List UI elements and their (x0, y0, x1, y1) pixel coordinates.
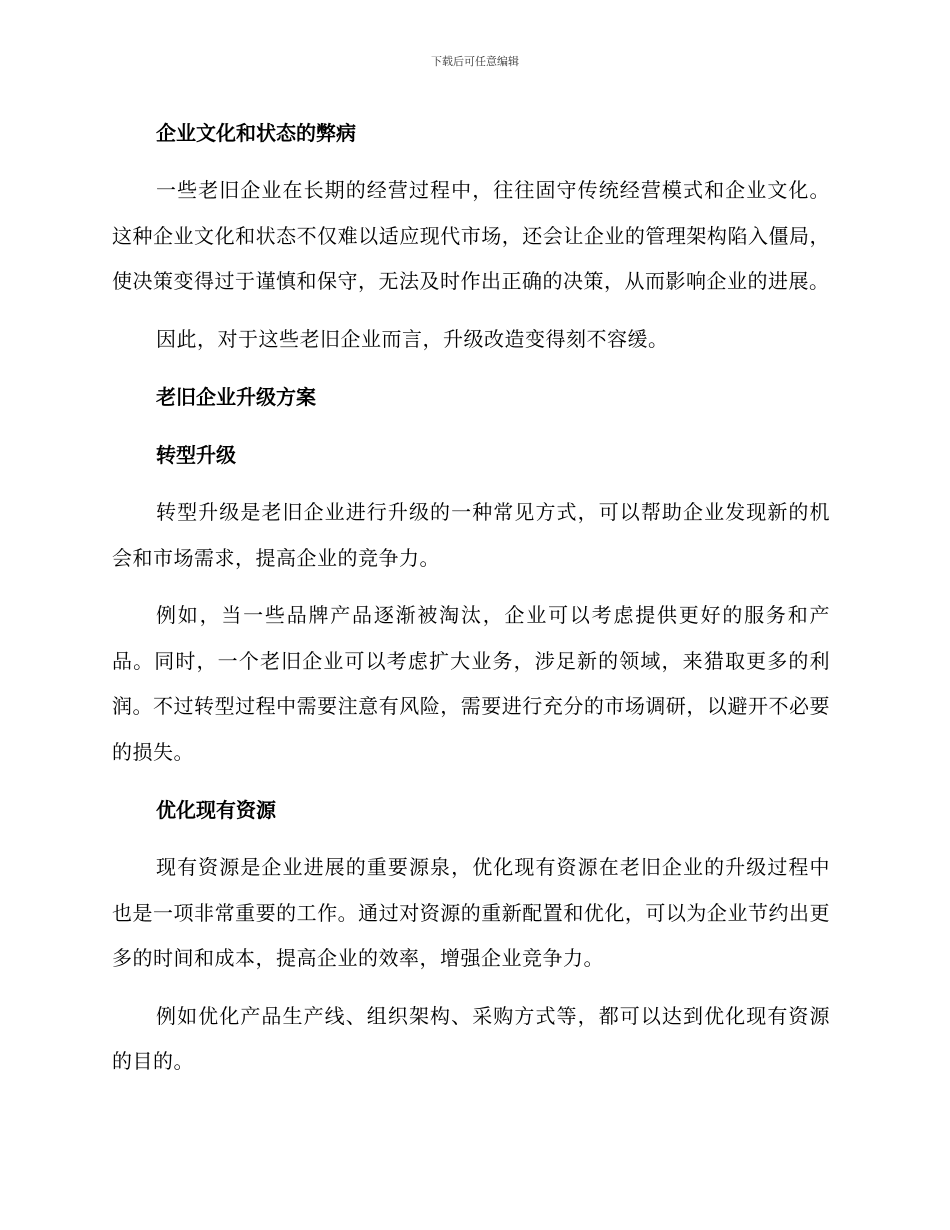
subsection-heading-transformation: 转型升级 (156, 443, 236, 467)
paragraph-culture-description: 一些老旧企业在长期的经营过程中，往往固守传统经营模式和企业文化。这种企业文化和状态不仅难以适应现代市场，还会让企业的管理架构陷入僵局，使决策变得过于谨慎和保守，无法及时作出正确的决策，从而影响企业的进展。 (112, 178, 830, 293)
section-heading-culture-drawbacks: 企业文化和状态的弊病 (156, 121, 356, 145)
section-heading-upgrade-plan: 老旧企业升级方案 (156, 385, 316, 409)
paragraph-transformation-example: 例如，当一些品牌产品逐渐被淘汰，企业可以考虑提供更好的服务和产品。同时，一个老旧企业可以考虑扩大业务，涉足新的领域，来猎取更多的利润。不过转型过程中需要注意有风险，需要进行充分的市场调研，以避开不必要的损失。 (112, 603, 830, 764)
paragraph-resources-example: 例如优化产品生产线、组织架构、采购方式等，都可以达到优化现有资源的目的。 (112, 1003, 830, 1073)
subsection-heading-optimize-resources: 优化现有资源 (156, 798, 276, 822)
page-header-note: 下载后可任意编辑 (431, 55, 519, 68)
document-body (112, 110, 830, 1097)
paragraph-transformation-intro: 转型升级是老旧企业进行升级的一种常见方式，可以帮助企业发现新的机会和市场需求，提高企业的竞争力。 (112, 500, 830, 570)
paragraph-resources-intro: 现有资源是企业进展的重要源泉，优化现有资源在老旧企业的升级过程中也是一项非常重要的工作。通过对资源的重新配置和优化，可以为企业节约出更多的时间和成本，提高企业的效率，增强企业竞争力。 (112, 855, 830, 970)
paragraph-upgrade-urgency: 因此，对于这些老旧企业而言，升级改造变得刻不容缓。 (156, 326, 669, 351)
